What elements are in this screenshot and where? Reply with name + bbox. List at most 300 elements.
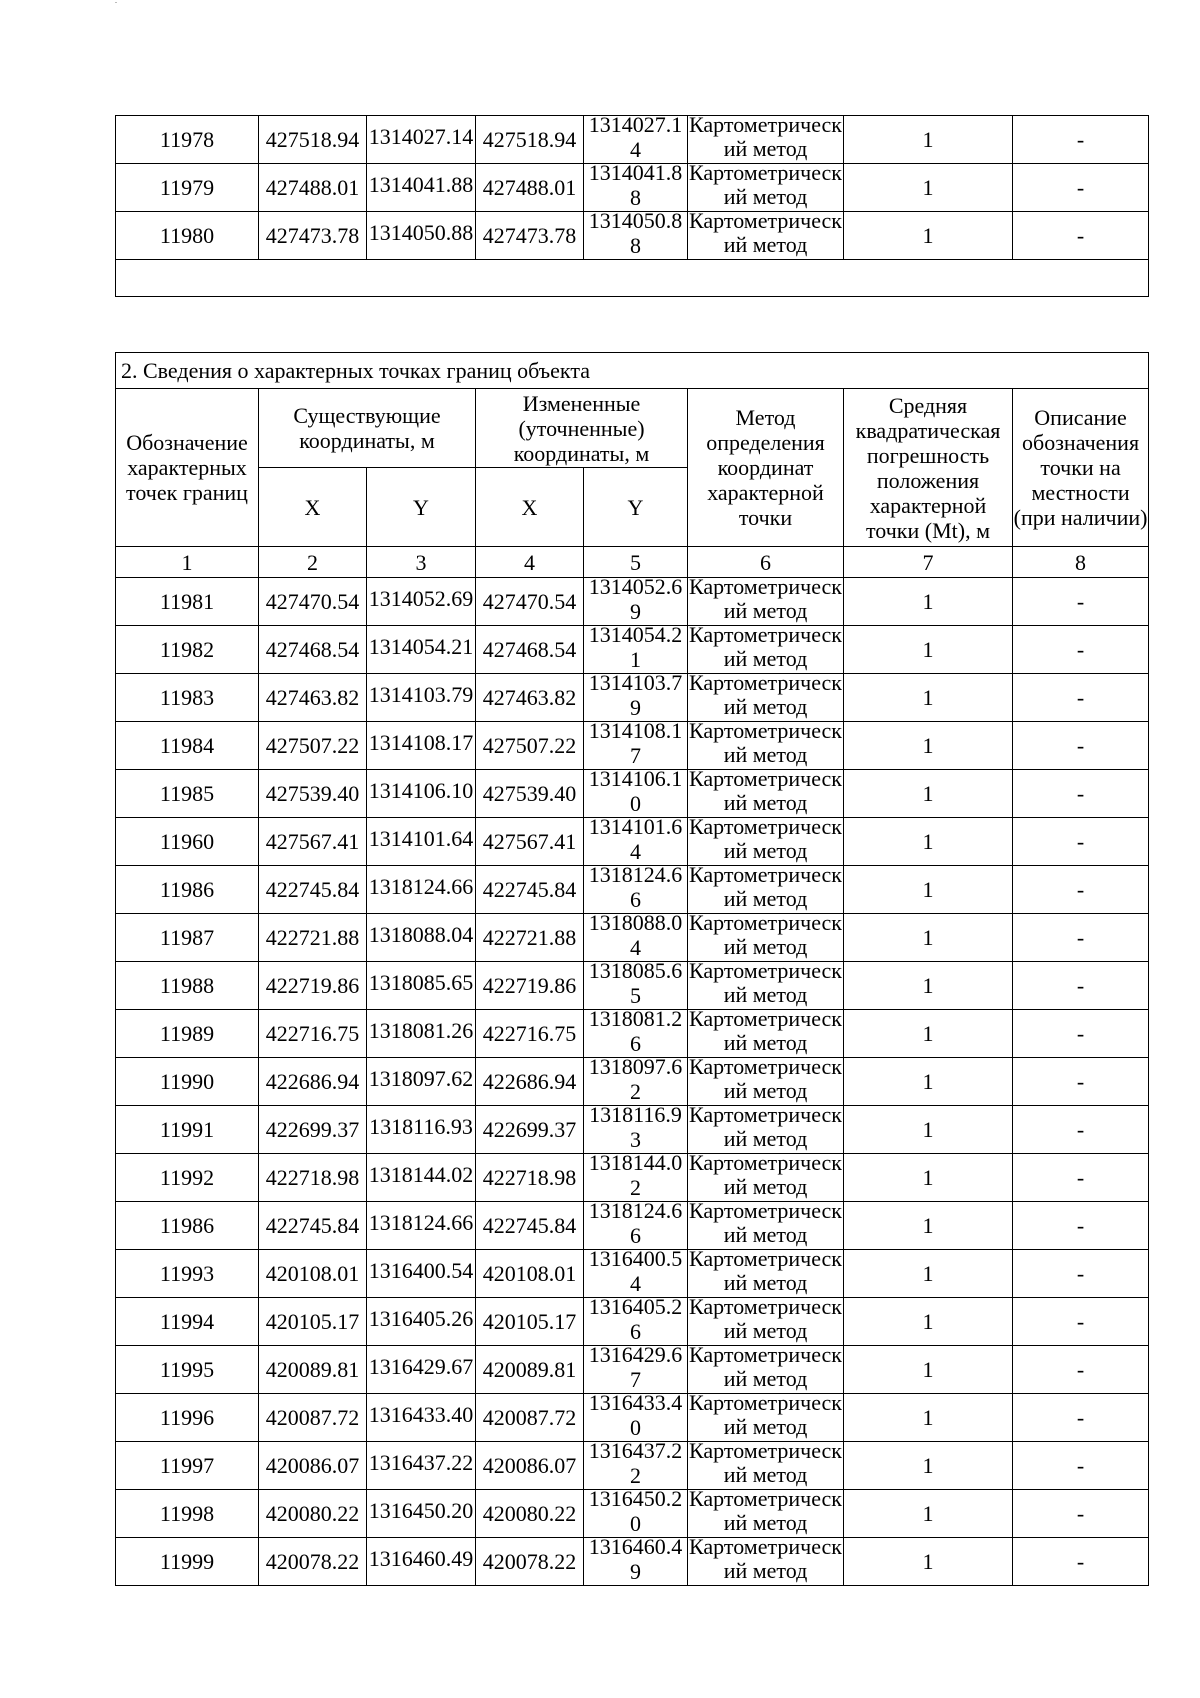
- mean-error: 1: [844, 722, 1013, 770]
- method-text: Картометрический метод: [689, 1489, 842, 1535]
- table-row: [116, 866, 1149, 914]
- section-title: 2. Сведения о характерных точках границ объекта: [116, 353, 1149, 389]
- y-existing-text: 1318116.93: [369, 1114, 473, 1139]
- table-row: [116, 116, 1149, 164]
- method-text: Картометрический метод: [689, 1105, 842, 1151]
- method: [688, 674, 844, 722]
- mean-error: 1: [844, 818, 1013, 866]
- method-text: Картометрический метод: [689, 1009, 842, 1055]
- y-changed: [584, 722, 688, 770]
- header-x-existing: X: [259, 468, 367, 547]
- y-changed: [584, 1538, 688, 1586]
- method: [688, 116, 844, 164]
- x-changed: 427473.78: [476, 212, 584, 260]
- y-changed: [584, 1442, 688, 1490]
- y-changed: [584, 866, 688, 914]
- point-id: 11979: [116, 164, 259, 212]
- mean-error: 1: [844, 1442, 1013, 1490]
- y-existing-text: 1318144.02: [368, 1162, 474, 1187]
- x-changed: 427468.54: [476, 626, 584, 674]
- y-changed: [584, 674, 688, 722]
- y-existing: [367, 1442, 476, 1490]
- x-existing: 420087.72: [259, 1394, 367, 1442]
- table-row: [116, 1346, 1149, 1394]
- description: -: [1013, 674, 1149, 722]
- mean-error: 1: [844, 1298, 1013, 1346]
- description: -: [1013, 212, 1149, 260]
- x-changed: 427488.01: [476, 164, 584, 212]
- table-row: [116, 1298, 1149, 1346]
- x-existing: 420105.17: [259, 1298, 367, 1346]
- x-changed: 427567.41: [476, 818, 584, 866]
- y-existing: [367, 674, 476, 722]
- table-row: [116, 578, 1149, 626]
- mean-error: 1: [844, 770, 1013, 818]
- y-changed-text: 1316450.20: [588, 1489, 683, 1536]
- method-text: Картометрический метод: [689, 1249, 842, 1295]
- method-text: Картометрический метод: [689, 1393, 842, 1439]
- table-row: [116, 1490, 1149, 1538]
- method-text: Картометрический метод: [689, 1153, 842, 1199]
- x-existing: 420086.07: [259, 1442, 367, 1490]
- y-changed: [584, 1154, 688, 1202]
- description: -: [1013, 1490, 1149, 1538]
- point-id: 11991: [116, 1106, 259, 1154]
- method: [688, 164, 844, 212]
- y-changed-text: 1316429.67: [588, 1345, 683, 1392]
- method-text: Картометрический метод: [689, 769, 842, 815]
- method-text: Картометрический метод: [689, 163, 842, 209]
- description: -: [1013, 770, 1149, 818]
- y-changed: [584, 212, 688, 260]
- header-x-changed: X: [476, 468, 584, 547]
- method: [688, 962, 844, 1010]
- x-existing: 427488.01: [259, 164, 367, 212]
- y-existing: [367, 1490, 476, 1538]
- mean-error: 1: [844, 116, 1013, 164]
- y-existing-text: 1318124.66: [368, 1210, 474, 1235]
- method: [688, 578, 844, 626]
- x-existing: 422719.86: [259, 962, 367, 1010]
- scan-speck: [115, 2, 117, 3]
- point-id: 11988: [116, 962, 259, 1010]
- x-changed: 420086.07: [476, 1442, 584, 1490]
- mean-error: 1: [844, 1202, 1013, 1250]
- y-existing: [367, 578, 476, 626]
- x-existing: 420080.22: [259, 1490, 367, 1538]
- header-changed-coords: Измененные (уточненные) координаты, м: [476, 389, 688, 468]
- x-changed: 427507.22: [476, 722, 584, 770]
- method-text: Картометрический метод: [689, 1345, 842, 1391]
- y-changed: [584, 1346, 688, 1394]
- y-existing: [367, 770, 476, 818]
- method: [688, 1010, 844, 1058]
- mean-error: 1: [844, 674, 1013, 722]
- mean-error: 1: [844, 866, 1013, 914]
- point-id: 11998: [116, 1490, 259, 1538]
- x-changed: 420089.81: [476, 1346, 584, 1394]
- y-changed: [584, 1010, 688, 1058]
- y-existing: [367, 212, 476, 260]
- x-changed: 422721.88: [476, 914, 584, 962]
- y-changed: [584, 1202, 688, 1250]
- table-row: [116, 1442, 1149, 1490]
- table-row: [116, 1010, 1149, 1058]
- x-existing: 427567.41: [259, 818, 367, 866]
- y-changed-text: 1318124.66: [588, 1201, 683, 1248]
- y-changed-text: 1314027.14: [588, 115, 683, 162]
- y-existing-text: 1316460.49: [368, 1546, 474, 1571]
- y-changed: [584, 818, 688, 866]
- method-text: Картометрический метод: [689, 625, 842, 671]
- mean-error: 1: [844, 1106, 1013, 1154]
- y-existing: [367, 1298, 476, 1346]
- x-existing: 420089.81: [259, 1346, 367, 1394]
- y-changed: [584, 1394, 688, 1442]
- x-changed: 422745.84: [476, 866, 584, 914]
- description: -: [1013, 818, 1149, 866]
- mean-error: 1: [844, 1058, 1013, 1106]
- method-text: Картометрический метод: [689, 1297, 842, 1343]
- x-existing: 427463.82: [259, 674, 367, 722]
- method: [688, 1538, 844, 1586]
- mean-error: 1: [844, 578, 1013, 626]
- description: -: [1013, 1298, 1149, 1346]
- point-id: 11984: [116, 722, 259, 770]
- column-numbers-row: [116, 547, 1149, 578]
- x-existing: 427507.22: [259, 722, 367, 770]
- description: -: [1013, 1010, 1149, 1058]
- description: -: [1013, 1394, 1149, 1442]
- col-number: 3: [367, 547, 476, 578]
- y-existing: [367, 1394, 476, 1442]
- table-row: [116, 818, 1149, 866]
- x-existing: 427518.94: [259, 116, 367, 164]
- table-row: [116, 770, 1149, 818]
- empty-row: [116, 260, 1149, 297]
- table-row: [116, 1106, 1149, 1154]
- y-changed-text: 1316437.22: [588, 1441, 683, 1488]
- x-existing: 422745.84: [259, 1202, 367, 1250]
- table-row: [116, 1154, 1149, 1202]
- y-existing-text: 1318124.66: [368, 874, 474, 899]
- mean-error: 1: [844, 914, 1013, 962]
- table-row: [116, 674, 1149, 722]
- y-existing-text: 1316450.20: [368, 1498, 474, 1523]
- x-changed: 427463.82: [476, 674, 584, 722]
- table-row: [116, 626, 1149, 674]
- y-existing-text: 1318097.62: [368, 1066, 474, 1091]
- y-existing-text: 1316429.67: [368, 1354, 474, 1379]
- method: [688, 722, 844, 770]
- y-changed-text: 1314054.21: [588, 625, 683, 672]
- point-id: 11981: [116, 578, 259, 626]
- method: [688, 1298, 844, 1346]
- col-number: 6: [688, 547, 844, 578]
- table-row: [116, 164, 1149, 212]
- y-changed-text: 1316405.26: [588, 1297, 683, 1344]
- y-changed-text: 1314050.88: [588, 211, 683, 258]
- x-existing: 427468.54: [259, 626, 367, 674]
- description: -: [1013, 116, 1149, 164]
- description: -: [1013, 962, 1149, 1010]
- y-changed-text: 1314108.17: [588, 721, 683, 768]
- point-id: 11983: [116, 674, 259, 722]
- y-existing-text: 1314101.64: [368, 826, 474, 851]
- x-changed: 422718.98: [476, 1154, 584, 1202]
- col-number: 2: [259, 547, 367, 578]
- y-existing: [367, 626, 476, 674]
- method: [688, 1058, 844, 1106]
- method-text: Картометрический метод: [689, 865, 842, 911]
- y-existing: [367, 1538, 476, 1586]
- continued-points-table: [115, 115, 1149, 297]
- description: -: [1013, 1058, 1149, 1106]
- method-text: Картометрический метод: [689, 961, 842, 1007]
- x-existing: 422718.98: [259, 1154, 367, 1202]
- mean-error: 1: [844, 164, 1013, 212]
- mean-error: 1: [844, 1154, 1013, 1202]
- y-existing-text: 1316400.54: [368, 1258, 474, 1283]
- y-changed-text: 1314052.69: [588, 577, 683, 624]
- y-changed: [584, 164, 688, 212]
- x-changed: 422699.37: [476, 1106, 584, 1154]
- mean-error: 1: [844, 1538, 1013, 1586]
- x-changed: 427539.40: [476, 770, 584, 818]
- description: -: [1013, 1538, 1149, 1586]
- header-y-changed: Y: [584, 468, 688, 547]
- method: [688, 1154, 844, 1202]
- y-existing-text: 1314108.17: [368, 730, 474, 755]
- y-changed-text: 1316433.40: [588, 1393, 683, 1440]
- method-text: Картометрический метод: [689, 211, 842, 257]
- description: -: [1013, 578, 1149, 626]
- description: -: [1013, 722, 1149, 770]
- x-changed: 420105.17: [476, 1298, 584, 1346]
- y-changed-text: 1318088.04: [588, 913, 683, 960]
- point-id: 11995: [116, 1346, 259, 1394]
- mean-error: 1: [844, 212, 1013, 260]
- method-text: Картометрический метод: [689, 817, 842, 863]
- y-existing: [367, 1106, 476, 1154]
- col-number: 7: [844, 547, 1013, 578]
- description: -: [1013, 1250, 1149, 1298]
- y-existing-text: 1316437.22: [368, 1450, 474, 1475]
- table-row: [116, 1202, 1149, 1250]
- empty-cell: [116, 260, 1149, 297]
- x-existing: 420108.01: [259, 1250, 367, 1298]
- method: [688, 866, 844, 914]
- y-existing: [367, 722, 476, 770]
- table-row: [116, 212, 1149, 260]
- point-id: 11982: [116, 626, 259, 674]
- method: [688, 1106, 844, 1154]
- y-existing-text: 1314027.14: [368, 124, 474, 149]
- boundary-points-body: [116, 578, 1149, 1586]
- point-id: 11996: [116, 1394, 259, 1442]
- description: -: [1013, 164, 1149, 212]
- y-existing: [367, 1346, 476, 1394]
- y-existing: [367, 1202, 476, 1250]
- x-existing: 427539.40: [259, 770, 367, 818]
- description: -: [1013, 1202, 1149, 1250]
- y-existing-text: 1314106.10: [368, 778, 474, 803]
- y-existing: [367, 116, 476, 164]
- x-existing: 422699.37: [259, 1106, 367, 1154]
- header-existing-coords: Существующие координаты, м: [259, 389, 476, 468]
- y-changed: [584, 962, 688, 1010]
- col-number: 5: [584, 547, 688, 578]
- method: [688, 1346, 844, 1394]
- y-changed-text: 1316400.54: [588, 1249, 683, 1296]
- col-number: 4: [476, 547, 584, 578]
- header-y-existing: Y: [367, 468, 476, 547]
- table-row: [116, 1394, 1149, 1442]
- x-existing: 422686.94: [259, 1058, 367, 1106]
- point-id: 11960: [116, 818, 259, 866]
- y-changed-text: 1318097.62: [588, 1057, 683, 1104]
- y-changed: [584, 1490, 688, 1538]
- y-changed-text: 1318124.66: [588, 865, 683, 912]
- mean-error: 1: [844, 1490, 1013, 1538]
- x-changed: 422745.84: [476, 1202, 584, 1250]
- y-existing-text: 1314052.69: [368, 586, 474, 611]
- x-changed: 422716.75: [476, 1010, 584, 1058]
- x-existing: 427470.54: [259, 578, 367, 626]
- point-id: 11990: [116, 1058, 259, 1106]
- y-existing: [367, 1058, 476, 1106]
- y-existing: [367, 818, 476, 866]
- method: [688, 1490, 844, 1538]
- y-changed-text: 1314106.10: [588, 769, 683, 816]
- x-changed: 420087.72: [476, 1394, 584, 1442]
- description: -: [1013, 1442, 1149, 1490]
- mean-error: 1: [844, 962, 1013, 1010]
- y-changed: [584, 626, 688, 674]
- method: [688, 1202, 844, 1250]
- y-changed: [584, 914, 688, 962]
- y-existing: [367, 164, 476, 212]
- y-existing-text: 1318081.26: [368, 1018, 474, 1043]
- point-id: 11980: [116, 212, 259, 260]
- method-text: Картометрический метод: [689, 673, 842, 719]
- header-error: Средняя квадратическая погрешность положения характерной точки (Mt), м: [844, 389, 1013, 547]
- y-changed-text: 1318085.65: [588, 961, 683, 1008]
- method: [688, 914, 844, 962]
- header-method: Метод определения координат характерной точки: [688, 389, 844, 547]
- description: -: [1013, 914, 1149, 962]
- y-changed: [584, 1058, 688, 1106]
- y-existing-text: 1314041.88: [368, 172, 474, 197]
- x-changed: 420108.01: [476, 1250, 584, 1298]
- y-changed: [584, 1250, 688, 1298]
- x-existing: 422721.88: [259, 914, 367, 962]
- method-text: Картометрический метод: [689, 115, 842, 161]
- y-existing: [367, 1154, 476, 1202]
- description: -: [1013, 1106, 1149, 1154]
- y-changed-text: 1314101.64: [588, 817, 683, 864]
- description: -: [1013, 866, 1149, 914]
- mean-error: 1: [844, 1346, 1013, 1394]
- point-id: 11985: [116, 770, 259, 818]
- method: [688, 626, 844, 674]
- y-existing: [367, 1250, 476, 1298]
- x-changed: 420080.22: [476, 1490, 584, 1538]
- point-id: 11993: [116, 1250, 259, 1298]
- method-text: Картометрический метод: [689, 1057, 842, 1103]
- x-existing: 422745.84: [259, 866, 367, 914]
- point-id: 11986: [116, 1202, 259, 1250]
- point-id: 11999: [116, 1538, 259, 1586]
- method: [688, 1250, 844, 1298]
- mean-error: 1: [844, 1010, 1013, 1058]
- method-text: Картометрический метод: [689, 721, 842, 767]
- method: [688, 818, 844, 866]
- point-id: 11989: [116, 1010, 259, 1058]
- method-text: Картометрический метод: [689, 1441, 842, 1487]
- y-changed: [584, 1298, 688, 1346]
- table-row: [116, 722, 1149, 770]
- description: -: [1013, 626, 1149, 674]
- method-text: Картометрический метод: [689, 1537, 842, 1583]
- y-existing-text: 1316433.40: [368, 1402, 474, 1427]
- table-row: [116, 1538, 1149, 1586]
- y-changed: [584, 770, 688, 818]
- y-changed: [584, 116, 688, 164]
- point-id: 11978: [116, 116, 259, 164]
- header-row-1: [116, 389, 1149, 468]
- y-changed-text: 1318144.02: [588, 1153, 683, 1200]
- y-existing: [367, 866, 476, 914]
- mean-error: 1: [844, 1250, 1013, 1298]
- point-id: 11994: [116, 1298, 259, 1346]
- table-row: [116, 1250, 1149, 1298]
- y-changed: [584, 578, 688, 626]
- x-existing: 420078.22: [259, 1538, 367, 1586]
- point-id: 11987: [116, 914, 259, 962]
- y-existing-text: 1316405.26: [368, 1306, 474, 1331]
- x-changed: 420078.22: [476, 1538, 584, 1586]
- method: [688, 1394, 844, 1442]
- mean-error: 1: [844, 626, 1013, 674]
- x-changed: 427518.94: [476, 116, 584, 164]
- method: [688, 770, 844, 818]
- col-number: 8: [1013, 547, 1149, 578]
- y-changed-text: 1316460.49: [588, 1537, 683, 1584]
- section-title-row: [116, 353, 1149, 389]
- y-existing-text: 1314054.21: [368, 634, 474, 659]
- y-changed: [584, 1106, 688, 1154]
- method-text: Картометрический метод: [689, 1201, 842, 1247]
- continued-points-body: [116, 116, 1149, 260]
- method: [688, 212, 844, 260]
- description: -: [1013, 1346, 1149, 1394]
- y-changed-text: 1314041.88: [588, 163, 683, 210]
- x-existing: 422716.75: [259, 1010, 367, 1058]
- method: [688, 1442, 844, 1490]
- y-changed-text: 1318081.26: [588, 1009, 683, 1056]
- table-row: [116, 962, 1149, 1010]
- point-id: 11986: [116, 866, 259, 914]
- method-text: Картометрический метод: [689, 577, 842, 623]
- table-row: [116, 1058, 1149, 1106]
- y-existing: [367, 914, 476, 962]
- method-text: Картометрический метод: [689, 913, 842, 959]
- x-changed: 427470.54: [476, 578, 584, 626]
- table-row: [116, 914, 1149, 962]
- y-existing-text: 1314050.88: [368, 220, 474, 245]
- mean-error: 1: [844, 1394, 1013, 1442]
